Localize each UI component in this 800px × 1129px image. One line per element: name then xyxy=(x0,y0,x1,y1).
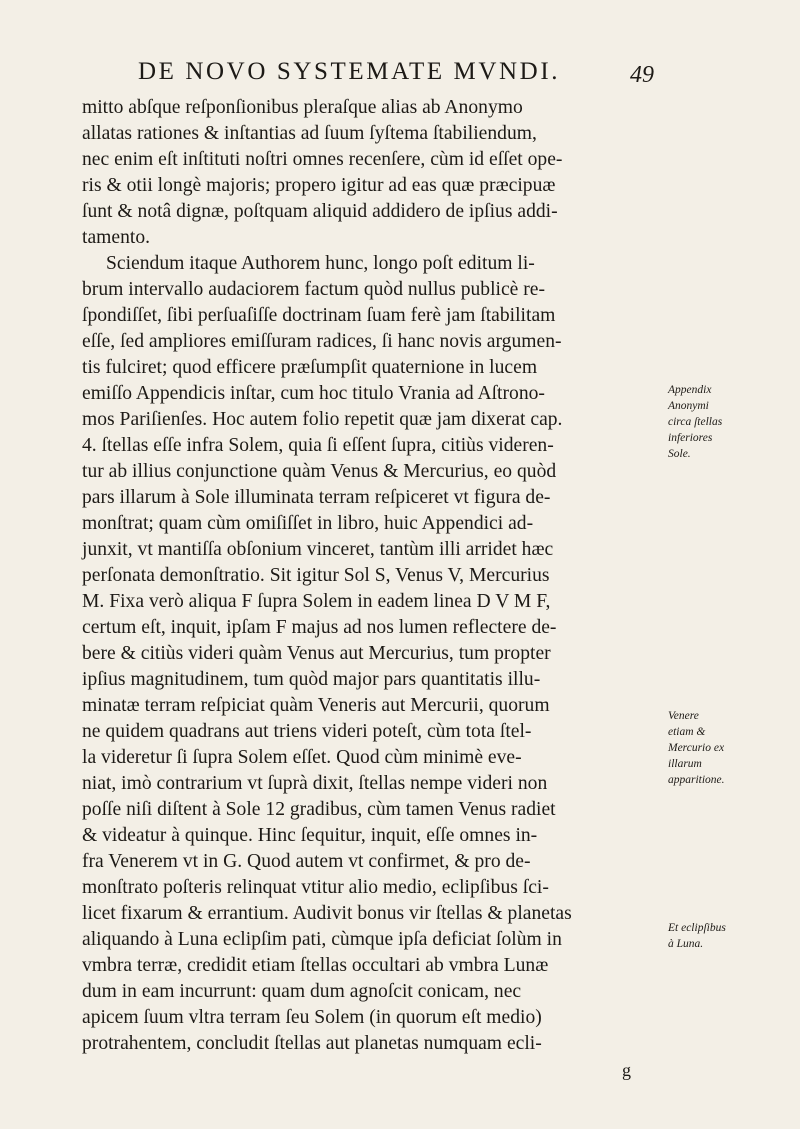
text-line: ſunt & notâ dignæ, poſtquam aliquid addidero de ipſius addi- xyxy=(82,201,558,222)
text-line: M. Fixa verò aliqua F ſupra Solem in eadem linea D V M F, xyxy=(82,591,551,612)
text-line: vmbra terræ, credidit etiam ſtellas occultari ab vmbra Lunæ xyxy=(82,955,549,976)
text-line: certum eſt, inquit, ipſam F majus ad nos lumen reflectere de- xyxy=(82,617,557,638)
text-line: bere & citiùs videri quàm Venus aut Mercurius, tum propter xyxy=(82,643,551,664)
margin-note-line: inferiores xyxy=(668,432,713,444)
text-line: pars illarum à Sole illuminata terram reſpiceret vt figura de- xyxy=(82,487,551,508)
text-line: apicem ſuum vltra terram ſeu Solem (in quorum eſt medio) xyxy=(82,1007,542,1028)
margin-note-line: Appendix xyxy=(668,384,712,396)
margin-note-line: Venere xyxy=(668,710,699,722)
margin-note-line: Sole. xyxy=(668,448,691,460)
text-line: ſpondiſſet, ſibi perſuaſiſſe doctrinam ſuam ferè jam ſtabilitam xyxy=(82,305,556,326)
text-line: protrahentem, concludit ſtellas aut planetas numquam ecli- xyxy=(82,1033,542,1054)
text-line: tur ab illius conjunctione quàm Venus & Mercurius, eo quòd xyxy=(82,461,557,482)
margin-note-line: à Luna. xyxy=(668,938,704,950)
margin-note-line: circa ſtellas xyxy=(668,416,723,428)
text-line: allatas rationes & inſtantias ad ſuum ſyſtema ſtabiliendum, xyxy=(82,123,537,144)
text-line: aliquando à Luna eclipſim pati, cùmque ipſa deficiat ſolùm in xyxy=(82,929,562,950)
text-line: nec enim eſt inſtituti noſtri omnes recenſere, cùm id eſſet ope- xyxy=(82,149,563,170)
margin-note-venere xyxy=(668,708,725,788)
text-line: Sciendum itaque Authorem hunc, longo poſt editum li- xyxy=(106,253,535,274)
text-line: ipſius magnitudinem, tum quòd major pars quantitatis illu- xyxy=(82,669,541,690)
text-line: la videretur ſi ſupra Solem eſſet. Quod cùm minimè eve- xyxy=(82,747,522,768)
page-number: 49 xyxy=(630,62,654,88)
margin-note-line: apparitione. xyxy=(668,774,725,786)
text-line: minatæ terram reſpiciat quàm Veneris aut Mercurii, quorum xyxy=(82,695,550,716)
margin-note-line: Anonymi xyxy=(668,400,709,412)
signature-mark: g xyxy=(622,1060,631,1080)
margin-note-line: etiam & xyxy=(668,726,706,738)
text-line: eſſe, ſed ampliores emiſſuram radices, ſi hanc novis argumen- xyxy=(82,331,562,352)
running-title: DE NOVO SYSTEMATE MVNDI. xyxy=(138,58,561,85)
text-line: mitto abſque reſponſionibus pleraſque alias ab Anonymo xyxy=(82,97,523,118)
text-line: fra Venerem vt in G. Quod autem vt confirmet, & pro de- xyxy=(82,851,531,872)
text-line: brum intervallo audaciorem factum quòd nullus publicè re- xyxy=(82,279,546,300)
margin-note-line: Mercurio ex xyxy=(668,742,725,754)
text-line: niat, imò contrarium vt ſuprà dixit, ſtellas nempe videri non xyxy=(82,773,548,794)
text-line: tamento. xyxy=(82,227,151,248)
text-line: ne quidem quadrans aut triens videri poteſt, cùm tota ſtel- xyxy=(82,721,532,742)
margin-note-line: illarum xyxy=(668,758,702,770)
text-line: mos Pariſienſes. Hoc autem folio repetit quæ jam dixerat cap. xyxy=(82,409,563,430)
margin-note-line: Et eclipſibus xyxy=(668,922,726,934)
text-line: dum in eam incurrunt: quam dum agnoſcit conicam, nec xyxy=(82,981,522,1002)
text-line: licet fixarum & errantium. Audivit bonus vir ſtellas & planetas xyxy=(82,903,572,924)
text-line: tis fulciret; quod efficere præſumpſit quaternione in lucem xyxy=(82,357,538,378)
text-line: monſtrat; quam cùm omiſiſſet in libro, huic Appendici ad- xyxy=(82,513,534,534)
text-line: perſonata demonſtratio. Sit igitur Sol S, Venus V, Mercurius xyxy=(82,565,550,586)
text-line: monſtrato poſteris relinquat vtitur alio medio, eclipſibus ſci- xyxy=(82,877,549,898)
text-line: emiſſo Appendicis inſtar, cum hoc titulo Vrania ad Aſtrono- xyxy=(82,383,545,404)
text-line: & videatur à quinque. Hinc ſequitur, inquit, eſſe omnes in- xyxy=(82,825,538,846)
text-line: ris & otii longè majoris; propero igitur ad eas quæ præcipuæ xyxy=(82,175,556,196)
text-line: poſſe niſi diſtent à Sole 12 gradibus, cùm tamen Venus radiet xyxy=(82,799,556,820)
margin-note-appendix xyxy=(668,382,722,462)
text-line: 4. ſtellas eſſe infra Solem, quia ſi eſſent ſupra, citiùs videren- xyxy=(82,435,554,456)
margin-note-eclipses xyxy=(668,920,726,952)
text-line: junxit, vt mantiſſa obſonium vinceret, tantùm illi arridet hæc xyxy=(82,539,554,560)
